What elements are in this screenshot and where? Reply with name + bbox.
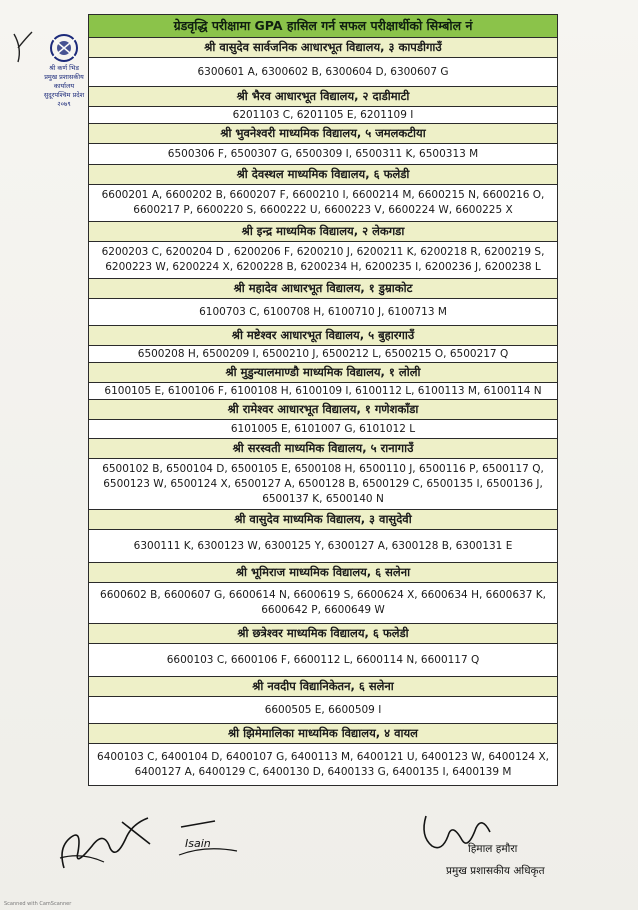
school-name: श्री इन्द्र माध्यमिक विद्यालय, २ लेकगडा	[89, 222, 557, 242]
signature-middle	[175, 815, 255, 865]
symbol-list: 6100105 E, 6100106 F, 6100108 H, 6100109 I, 6100112 L, 6100113 M, 6100114 N	[89, 383, 557, 400]
symbol-list: 6600103 C, 6600106 F, 6600112 L, 6600114 N, 6600117 Q	[89, 644, 557, 677]
seal-line-3: कार्यालय	[53, 82, 75, 90]
symbol-list: 6500306 F, 6500307 G, 6500309 I, 6500311 K, 6500313 M	[89, 144, 557, 165]
school-name: श्री महादेव आधारभूत विद्यालय, १ डुम्राकोट	[89, 279, 557, 299]
school-block	[89, 279, 557, 326]
signature-right	[416, 806, 576, 886]
school-block	[89, 363, 557, 400]
table-title: ग्रेडवृद्धि परीक्षामा GPA हासिल गर्न सफल परीक्षार्थीको सिम्बोल नं	[89, 15, 557, 38]
signature-left	[52, 808, 162, 878]
school-block	[89, 439, 557, 510]
symbol-list: 6600505 E, 6600509 I	[89, 697, 557, 724]
school-block	[89, 326, 557, 363]
school-name: श्री भुवनेश्वरी माध्यमिक विद्यालय, ५ जमलकटीया	[89, 124, 557, 144]
symbol-list: 6200203 C, 6200204 D , 6200206 F, 6200210 J, 6200211 K, 6200218 R, 6200219 S, 6200223 W, 6200224 X, 6200228 B, 6200234 H, 6200235 I, 6200236 J, 6200238 L	[89, 242, 557, 279]
scanner-watermark: Scanned with CamScanner	[4, 901, 72, 907]
symbol-list: 6500208 H, 6500209 I, 6500210 J, 6500212 L, 6500215 O, 6500217 Q	[89, 346, 557, 363]
school-block	[89, 222, 557, 279]
school-name: श्री भूमिराज माध्यमिक विद्यालय, ६ सलेना	[89, 563, 557, 583]
school-name: श्री छत्रेश्वर माध्यमिक विद्यालय, ६ फलेडी	[89, 624, 557, 644]
school-name: श्री मुडुन्यालमाण्डौ माध्यमिक विद्यालय, १ लोली	[89, 363, 557, 383]
symbol-list: 6600602 B, 6600607 G, 6600614 N, 6600619 S, 6600624 X, 6600634 H, 6600637 K, 6600642 P, 6600649 W	[89, 583, 557, 624]
school-name: श्री मष्टेश्वर आधारभूत विद्यालय, ५ बुहारगाउँ	[89, 326, 557, 346]
seal-line-5: २०७९	[57, 100, 71, 108]
seal-line-4: सुदूरपश्चिम प्रदेश	[43, 91, 85, 99]
school-name: श्री देवस्थल माध्यमिक विद्यालय, ६ फलेडी	[89, 165, 557, 185]
symbol-list: 6100703 C, 6100708 H, 6100710 J, 6100713 M	[89, 299, 557, 326]
school-block	[89, 724, 557, 785]
school-block	[89, 624, 557, 677]
symbol-list: 6400103 C, 6400104 D, 6400107 G, 6400113 M, 6400121 U, 6400123 W, 6400124 X, 6400127 A, 6400129 C, 6400130 D, 6400133 G, 6400135 I, 6400139 M	[89, 744, 557, 785]
symbol-list: 6201103 C, 6201105 E, 6201109 I	[89, 107, 557, 124]
symbol-list: 6101005 E, 6101007 G, 6101012 L	[89, 420, 557, 439]
officer-title: प्रमुख प्रशासकीय अधिकृत	[446, 865, 545, 877]
symbol-list: 6500102 B, 6500104 D, 6500105 E, 6500108 H, 6500110 J, 6500116 P, 6500117 Q, 6500123 W, 6500124 X, 6500127 A, 6500128 B, 6500129 C, 6500135 I, 6500136 J, 6500137 K, 6500140 N	[89, 459, 557, 510]
school-name: श्री नवदीप विद्यानिकेतन, ६ सलेना	[89, 677, 557, 697]
school-block	[89, 124, 557, 165]
seal-line-2: प्रमुख प्रशासकीय	[44, 73, 84, 81]
school-name: श्री झिमेमालिका माध्यमिक विद्यालय, ४ वायल	[89, 724, 557, 744]
officer-name: हिमाल हमौरा	[468, 843, 518, 855]
symbol-list: 6600201 A, 6600202 B, 6600207 F, 6600210 I, 6600214 M, 6600215 N, 6600216 O, 6600217 P, 6600220 S, 6600222 U, 6600223 V, 6600224 W, 6600225 X	[89, 185, 557, 222]
school-name: श्री रामेश्वर आधारभूत विद्यालय, १ गणेशकाँडा	[89, 400, 557, 420]
school-block	[89, 165, 557, 222]
symbol-list: 6300111 K, 6300123 W, 6300125 Y, 6300127 A, 6300128 B, 6300131 E	[89, 530, 557, 563]
school-block	[89, 510, 557, 563]
school-name: श्री वासुदेव माध्यमिक विद्यालय, ३ वासुदेवी	[89, 510, 557, 530]
seal-line-1: श्री कर्ण भिड	[49, 64, 79, 72]
school-block	[89, 677, 557, 724]
signature-middle-text: Isain	[185, 837, 211, 850]
school-name: श्री भैरव आधारभूत विद्यालय, २ दाडीमाटी	[89, 87, 557, 107]
school-block	[89, 400, 557, 439]
school-name: श्री सरस्वती माध्यमिक विद्यालय, ५ रानागाउँ	[89, 439, 557, 459]
symbol-list: 6300601 A, 6300602 B, 6300604 D, 6300607 G	[89, 58, 557, 87]
school-block	[89, 87, 557, 124]
school-block	[89, 38, 557, 87]
school-block	[89, 563, 557, 624]
results-table	[88, 14, 558, 786]
school-name: श्री वासुदेव सार्वजनिक आधारभूत विद्यालय, ३ कापडीगाउँ	[89, 38, 557, 58]
